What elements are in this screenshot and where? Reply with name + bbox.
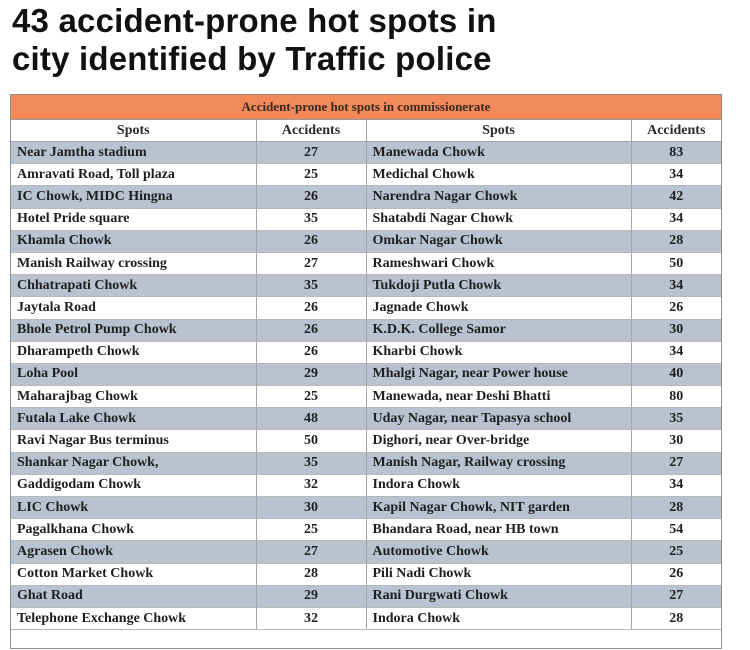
spot-right-cell: Omkar Nagar Chowk (366, 230, 631, 252)
table-row (11, 363, 721, 385)
accidents-right-cell: 54 (631, 519, 721, 541)
accidents-left-cell: 29 (256, 585, 366, 607)
spot-left-cell: Khamla Chowk (11, 230, 256, 252)
spot-left-cell: Agrasen Chowk (11, 541, 256, 563)
table-row (11, 430, 721, 452)
spot-left-cell: Amravati Road, Toll plaza (11, 164, 256, 186)
spot-left-cell: Ghat Road (11, 585, 256, 607)
accidents-right-cell: 50 (631, 252, 721, 274)
spot-right-cell: Jagnade Chowk (366, 297, 631, 319)
spot-left-cell: Loha Pool (11, 363, 256, 385)
accidents-left-cell: 26 (256, 230, 366, 252)
accidents-left-cell: 35 (256, 452, 366, 474)
table-row (11, 341, 721, 363)
table-row (11, 252, 721, 274)
table-row (11, 275, 721, 297)
accidents-left-cell: 25 (256, 386, 366, 408)
table-row (11, 230, 721, 252)
spot-left-cell: Hotel Pride square (11, 208, 256, 230)
accidents-left-cell: 26 (256, 297, 366, 319)
accidents-left-cell: 27 (256, 142, 366, 164)
accidents-left-cell: 32 (256, 607, 366, 629)
spot-right-cell: Indora Chowk (366, 474, 631, 496)
accidents-right-cell: 34 (631, 275, 721, 297)
accidents-right-cell: 26 (631, 563, 721, 585)
accidents-left-cell: 26 (256, 341, 366, 363)
accidents-right-cell: 28 (631, 607, 721, 629)
table-row (11, 585, 721, 607)
accidents-left-cell: 28 (256, 563, 366, 585)
table-row (11, 297, 721, 319)
accidents-left-cell: 25 (256, 519, 366, 541)
header-row (11, 120, 721, 142)
spot-right-cell: K.D.K. College Samor (366, 319, 631, 341)
header-spots-right: Spots (366, 120, 631, 142)
accidents-left-cell: 27 (256, 252, 366, 274)
spot-left-cell: Near Jamtha stadium (11, 142, 256, 164)
accidents-right-cell: 27 (631, 452, 721, 474)
accidents-left-cell: 35 (256, 208, 366, 230)
accidents-left-cell: 27 (256, 541, 366, 563)
accidents-right-cell: 30 (631, 319, 721, 341)
accidents-right-cell: 34 (631, 341, 721, 363)
spot-right-cell: Kharbi Chowk (366, 341, 631, 363)
spot-left-cell: Gaddigodam Chowk (11, 474, 256, 496)
spot-left-cell: Jaytala Road (11, 297, 256, 319)
spot-right-cell: Manish Nagar, Railway crossing (366, 452, 631, 474)
accidents-right-cell: 25 (631, 541, 721, 563)
headline-line-1: 43 accident-prone hot spots in (12, 2, 497, 39)
accidents-right-cell: 26 (631, 297, 721, 319)
spot-left-cell: Shankar Nagar Chowk, (11, 452, 256, 474)
spot-left-cell: Futala Lake Chowk (11, 408, 256, 430)
table-row (11, 208, 721, 230)
table-row (11, 452, 721, 474)
spot-left-cell: Pagalkhana Chowk (11, 519, 256, 541)
table-row (11, 607, 721, 629)
spot-left-cell: IC Chowk, MIDC Hingna (11, 186, 256, 208)
spot-right-cell: Bhandara Road, near HB town (366, 519, 631, 541)
spot-left-cell: Chhatrapati Chowk (11, 275, 256, 297)
spot-right-cell: Tukdoji Putla Chowk (366, 275, 631, 297)
spot-right-cell: Medichal Chowk (366, 164, 631, 186)
accidents-left-cell: 35 (256, 275, 366, 297)
spot-right-cell: Shatabdi Nagar Chowk (366, 208, 631, 230)
spot-right-cell: Manewada, near Deshi Bhatti (366, 386, 631, 408)
table-row (11, 386, 721, 408)
spot-left-cell: Manish Railway crossing (11, 252, 256, 274)
accidents-left-cell: 50 (256, 430, 366, 452)
spot-right-cell: Uday Nagar, near Tapasya school (366, 408, 631, 430)
hotspots-table (10, 94, 722, 649)
table-title: Accident-prone hot spots in commissionerate (11, 95, 721, 120)
spot-right-cell: Pili Nadi Chowk (366, 563, 631, 585)
accidents-right-cell: 35 (631, 408, 721, 430)
spot-right-cell: Rani Durgwati Chowk (366, 585, 631, 607)
table-row (11, 563, 721, 585)
spot-left-cell: Dharampeth Chowk (11, 341, 256, 363)
spot-right-cell: Kapil Nagar Chowk, NIT garden (366, 497, 631, 519)
accidents-right-cell: 34 (631, 164, 721, 186)
accidents-left-cell: 26 (256, 319, 366, 341)
header-accidents-left: Accidents (256, 120, 366, 142)
spot-left-cell: Bhole Petrol Pump Chowk (11, 319, 256, 341)
accidents-right-cell: 27 (631, 585, 721, 607)
spot-left-cell: LIC Chowk (11, 497, 256, 519)
table-row (11, 408, 721, 430)
spot-left-cell: Telephone Exchange Chowk (11, 607, 256, 629)
accidents-right-cell: 42 (631, 186, 721, 208)
accidents-left-cell: 48 (256, 408, 366, 430)
spot-right-cell: Rameshwari Chowk (366, 252, 631, 274)
table-row (11, 186, 721, 208)
accidents-right-cell: 28 (631, 230, 721, 252)
spot-right-cell: Mhalgi Nagar, near Power house (366, 363, 631, 385)
accidents-left-cell: 32 (256, 474, 366, 496)
table-row (11, 142, 721, 164)
accidents-right-cell: 34 (631, 208, 721, 230)
spot-right-cell: Narendra Nagar Chowk (366, 186, 631, 208)
accidents-left-cell: 30 (256, 497, 366, 519)
accidents-right-cell: 40 (631, 363, 721, 385)
table-row (11, 519, 721, 541)
accidents-right-cell: 83 (631, 142, 721, 164)
accidents-left-cell: 29 (256, 363, 366, 385)
accidents-right-cell: 80 (631, 386, 721, 408)
table-row (11, 319, 721, 341)
headline-line-2: city identified by Traffic police (12, 40, 492, 77)
table-row (11, 474, 721, 496)
spot-right-cell: Dighori, near Over-bridge (366, 430, 631, 452)
header-spots-left: Spots (11, 120, 256, 142)
spot-right-cell: Indora Chowk (366, 607, 631, 629)
accidents-right-cell: 34 (631, 474, 721, 496)
spot-right-cell: Manewada Chowk (366, 142, 631, 164)
table-row (11, 497, 721, 519)
header-accidents-right: Accidents (631, 120, 721, 142)
hotspots-grid (11, 120, 721, 630)
accidents-left-cell: 26 (256, 186, 366, 208)
accidents-right-cell: 30 (631, 430, 721, 452)
accidents-left-cell: 25 (256, 164, 366, 186)
headline (12, 2, 742, 78)
spot-right-cell: Automotive Chowk (366, 541, 631, 563)
table-row (11, 541, 721, 563)
table-row (11, 164, 721, 186)
accidents-right-cell: 28 (631, 497, 721, 519)
spot-left-cell: Ravi Nagar Bus terminus (11, 430, 256, 452)
spot-left-cell: Maharajbag Chowk (11, 386, 256, 408)
spot-left-cell: Cotton Market Chowk (11, 563, 256, 585)
table-body (11, 142, 721, 630)
